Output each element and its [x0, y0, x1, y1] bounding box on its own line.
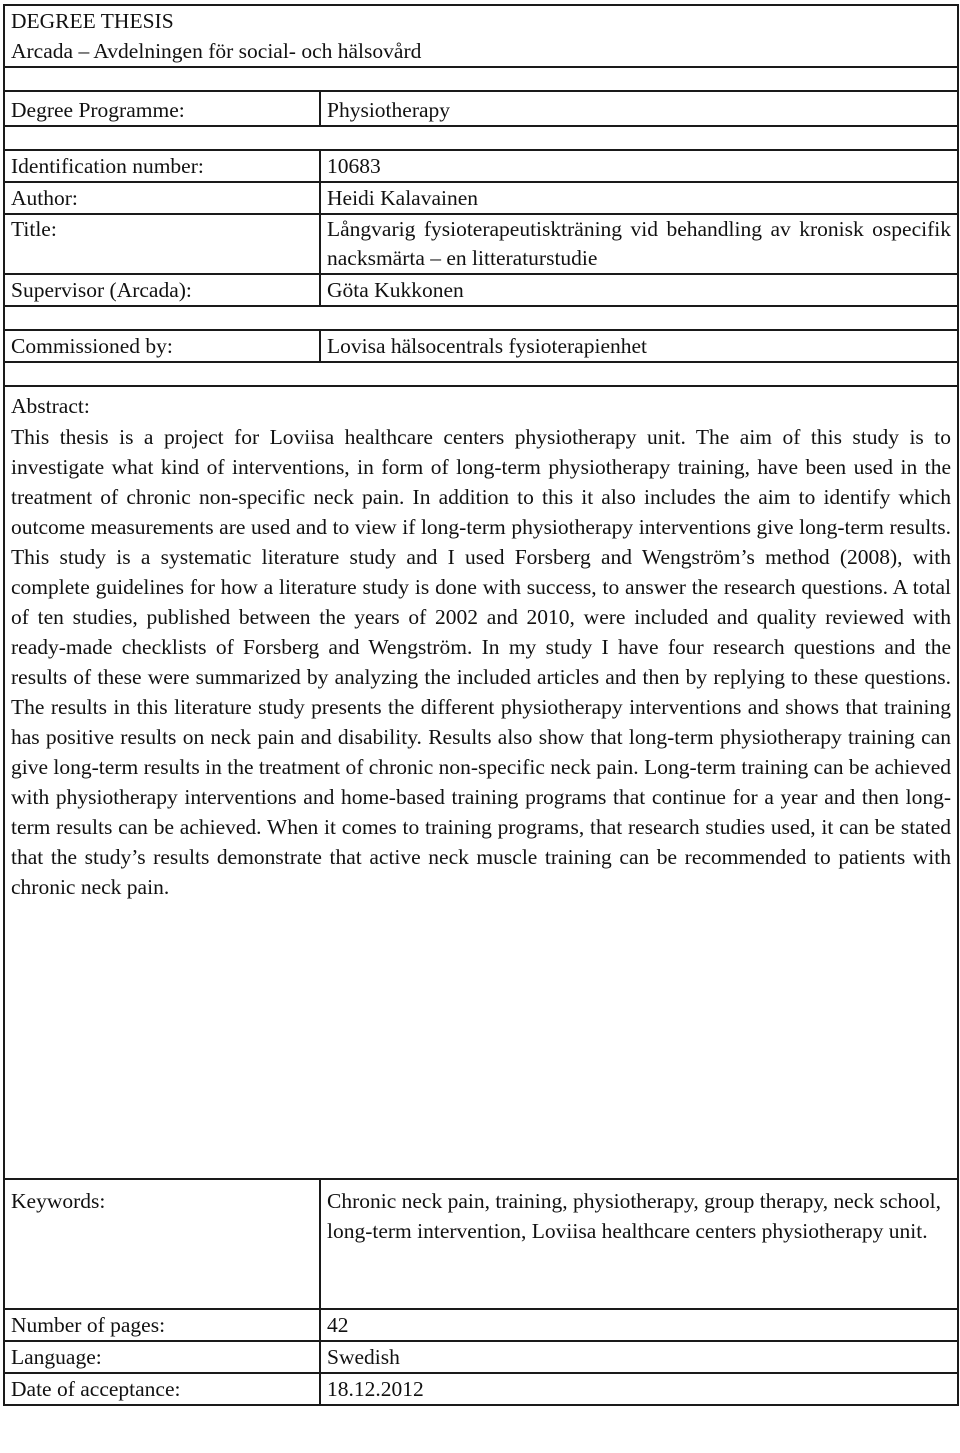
number-of-pages-label: Number of pages:: [4, 1309, 320, 1341]
supervisor-value: Göta Kukkonen: [320, 274, 958, 306]
spacer-row: [4, 126, 958, 150]
commissioned-by-value: Lovisa hälsocentrals fysioterapienhet: [320, 330, 958, 362]
identification-number-value: 10683: [320, 150, 958, 182]
date-of-acceptance-value: 18.12.2012: [320, 1373, 958, 1405]
commissioned-by-label: Commissioned by:: [4, 330, 320, 362]
spacer-row: [4, 67, 958, 91]
author-value: Heidi Kalavainen: [320, 182, 958, 214]
author-label: Author:: [4, 182, 320, 214]
degree-programme-value: Physiotherapy: [320, 91, 958, 126]
abstract-section: [4, 386, 958, 1179]
language-value: Swedish: [320, 1341, 958, 1373]
language-label: Language:: [4, 1341, 320, 1373]
spacer-row: [4, 362, 958, 386]
keywords-label: Keywords:: [4, 1179, 320, 1309]
abstract-label: Abstract:: [11, 394, 90, 418]
spacer-row: [4, 306, 958, 330]
degree-programme-label: Degree Programme:: [4, 91, 320, 126]
supervisor-label: Supervisor (Arcada):: [4, 274, 320, 306]
abstract-text: This thesis is a project for Loviisa healthcare centers physiotherapy unit. The aim of this study is to investigate what kind of interventions, in form of long-term physiotherapy training, have been used in the treatment of chronic non-specific neck pain. In addition to this it also includes the aim to identify which outcome measurements are used and to view if long-term physiotherapy interventions give long-term results. This study is a systematic literature study and I used Forsberg and Wengström’s method (2008), with complete guidelines for how a literature study is done with success, to answer the research questions. A total of ten studies, published between the years of 2002 and 2010, were included and quality reviewed with ready-made checklists of Forsberg and Wengström. In my study I have four research questions and the results of these were summarized by analyzing the included articles and then by replying to these questions. The results in this literature study presents the different physiotherapy interventions and shows that training has positive results on neck pain and disability. Results also show that long-term physiotherapy training can give long-term results in the treatment of chronic non-specific neck pain. Long-term training can be achieved with physiotherapy interventions and home-based training programs that continue for a year and then long-term results can be achieved. When it comes to training programs, that research studies used, it can be stated that the study’s results demonstrate that active neck muscle training can be recommended to patients with chronic neck pain.: [11, 425, 951, 899]
number-of-pages-value: 42: [320, 1309, 958, 1341]
thesis-info-table: [3, 4, 959, 1406]
date-of-acceptance-label: Date of acceptance:: [4, 1373, 320, 1405]
keywords-value: Chronic neck pain, training, physiotherapy, group therapy, neck school, long-term intervention, Loviisa healthcare centers physiotherapy unit.: [320, 1179, 958, 1309]
doc-type: DEGREE THESIS: [4, 5, 958, 36]
title-value: Långvarig fysioterapeutiskträning vid behandling av kronisk ospecifik nacksmärta – en litteraturstudie: [320, 214, 958, 274]
identification-number-label: Identification number:: [4, 150, 320, 182]
institution: Arcada – Avdelningen för social- och hälsovård: [4, 36, 958, 67]
title-label: Title:: [4, 214, 320, 274]
